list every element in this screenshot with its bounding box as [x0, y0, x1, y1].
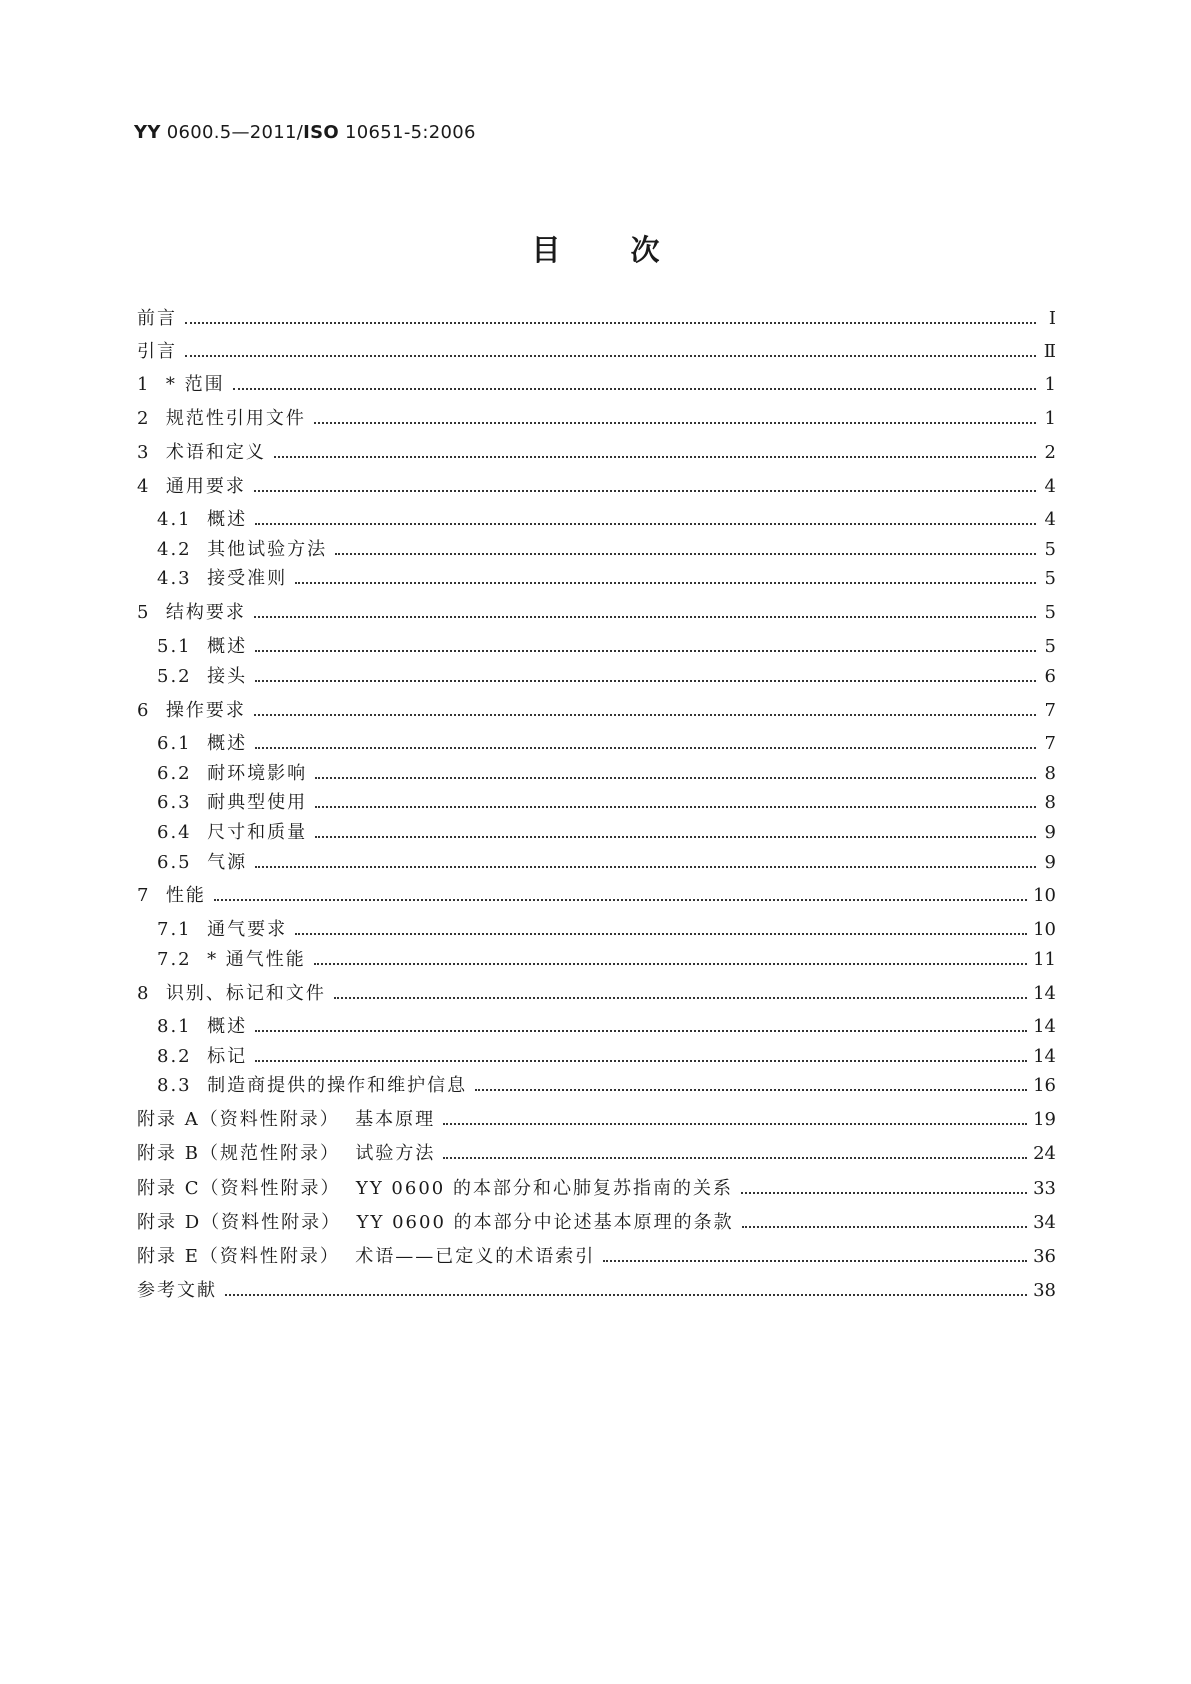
- toc-entry[interactable]: [137, 883, 1056, 909]
- toc-entry-page: 5: [1044, 539, 1056, 560]
- toc-leader-dots: [315, 836, 1036, 838]
- toc-entry-page: 4: [1044, 509, 1056, 530]
- toc-entry[interactable]: [137, 1141, 1056, 1167]
- toc-entry[interactable]: [137, 1107, 1056, 1133]
- toc-entry-label: 概述: [207, 733, 248, 754]
- toc-entry-page: 9: [1044, 852, 1056, 873]
- toc-entry[interactable]: [137, 474, 1056, 500]
- toc-entry-label: 耐环境影响: [207, 763, 308, 784]
- toc-entry-label: 附录 B（规范性附录） 试验方法: [137, 1143, 436, 1164]
- toc-entry-page: 5: [1044, 568, 1056, 589]
- toc-entry-label: 概述: [207, 636, 248, 657]
- toc-entry-number: 4: [137, 476, 166, 497]
- toc-entry-page: 4: [1044, 476, 1056, 497]
- toc-entry-label: 其他试验方法: [207, 539, 328, 560]
- toc-leader-dots: [443, 1123, 1027, 1125]
- toc-entry-page: Ⅱ: [1043, 341, 1056, 362]
- page-title-char-1: 目: [531, 233, 561, 267]
- header-code: 0600.5—2011/: [160, 122, 304, 143]
- toc-entry[interactable]: [137, 339, 1056, 365]
- toc-entry-page: 5: [1044, 636, 1056, 657]
- toc-entry-label: 概述: [207, 1016, 248, 1037]
- toc-entry-page: 14: [1033, 1016, 1056, 1037]
- toc-entry-number: 4.1: [157, 509, 208, 530]
- toc-entry[interactable]: [137, 406, 1056, 432]
- toc-entry[interactable]: [137, 440, 1056, 466]
- toc-entry[interactable]: [157, 761, 1056, 787]
- toc-entry-label: 术语和定义: [165, 442, 266, 463]
- toc-entry-label: 规范性引用文件: [165, 408, 306, 429]
- toc-entry-label: 耐典型使用: [207, 792, 308, 813]
- toc-entry[interactable]: [157, 1044, 1056, 1070]
- toc-entry-label: 接头: [207, 666, 248, 687]
- toc-entry-page: 38: [1033, 1280, 1056, 1301]
- toc-entry-page: 7: [1044, 733, 1056, 754]
- toc-leader-dots: [443, 1157, 1027, 1159]
- toc-leader-dots: [185, 355, 1036, 357]
- toc-entry-number: 5: [137, 602, 166, 623]
- header-prefix: YY: [134, 122, 161, 143]
- toc-entry-label: 附录 E（资料性附录） 术语——已定义的术语索引: [137, 1246, 596, 1267]
- toc-entry-number: 6: [137, 700, 166, 721]
- toc-leader-dots: [603, 1260, 1027, 1262]
- toc-leader-dots: [475, 1089, 1027, 1091]
- page-title: [0, 228, 1191, 269]
- toc-entry-page: 5: [1044, 602, 1056, 623]
- toc-entry-page: 8: [1044, 792, 1056, 813]
- toc-entry-label: 附录 D（资料性附录） YY 0600 的本部分中论述基本原理的条款: [137, 1212, 734, 1233]
- toc-entry-page: 19: [1033, 1109, 1056, 1130]
- toc-entry[interactable]: [157, 947, 1056, 973]
- toc-entry-page: 7: [1044, 700, 1056, 721]
- toc-leader-dots: [315, 777, 1036, 779]
- toc-leader-dots: [334, 997, 1027, 999]
- toc-leader-dots: [255, 650, 1036, 652]
- toc-entry[interactable]: [157, 537, 1056, 563]
- toc-entry-label: 操作要求: [165, 700, 246, 721]
- toc-entry-number: 8.3: [157, 1075, 208, 1096]
- toc-entry-page: 6: [1044, 666, 1056, 687]
- toc-entry-label: 参考文献: [137, 1280, 217, 1301]
- toc-leader-dots: [233, 388, 1036, 390]
- toc-entry-label: 制造商提供的操作和维护信息: [207, 1075, 468, 1096]
- toc-entry-label: 接受准则: [207, 568, 288, 589]
- toc-entry[interactable]: [157, 1014, 1056, 1040]
- toc-entry-page: Ⅰ: [1048, 308, 1056, 329]
- toc-leader-dots: [295, 582, 1036, 584]
- toc-entry[interactable]: [157, 1073, 1056, 1099]
- toc-entry-label: * 通气性能: [207, 949, 306, 970]
- toc-entry[interactable]: [157, 507, 1056, 533]
- toc-entry-page: 11: [1033, 949, 1056, 970]
- toc-leader-dots: [274, 456, 1036, 458]
- toc-entry-page: 14: [1033, 983, 1056, 1004]
- toc-leader-dots: [295, 933, 1027, 935]
- toc-entry-page: 14: [1033, 1046, 1056, 1067]
- toc-entry-number: 4.3: [157, 568, 208, 589]
- toc-leader-dots: [335, 553, 1036, 555]
- toc-entry-label: 识别、标记和文件: [165, 983, 326, 1004]
- toc-entry-number: 8: [137, 983, 166, 1004]
- toc-entry-label: 尺寸和质量: [207, 822, 308, 843]
- toc-entry-number: 6.3: [157, 792, 208, 813]
- toc-leader-dots: [225, 1294, 1027, 1296]
- toc-entry-label: 标记: [207, 1046, 248, 1067]
- toc-entry[interactable]: [157, 566, 1056, 592]
- toc-leader-dots: [255, 1060, 1027, 1062]
- toc-entry-page: 1: [1044, 408, 1056, 429]
- toc-entry-page: 34: [1033, 1212, 1056, 1233]
- toc-entry-number: 6.2: [157, 763, 208, 784]
- toc-entry-page: 36: [1033, 1246, 1056, 1267]
- toc-leader-dots: [255, 1030, 1027, 1032]
- toc-entry[interactable]: [137, 1176, 1056, 1202]
- toc-entry-number: 5.2: [157, 666, 208, 687]
- toc-entry-page: 24: [1033, 1143, 1056, 1164]
- toc-leader-dots: [255, 866, 1036, 868]
- toc-entry-page: 1: [1044, 374, 1056, 395]
- toc-entry-number: 8.1: [157, 1016, 208, 1037]
- toc-entry-page: 8: [1044, 763, 1056, 784]
- toc-leader-dots: [741, 1192, 1027, 1194]
- toc-entry-label: 前言: [137, 308, 177, 329]
- toc-entry-label: 附录 A（资料性附录） 基本原理: [137, 1109, 436, 1130]
- toc-leader-dots: [254, 490, 1036, 492]
- toc-entry[interactable]: [137, 1278, 1056, 1304]
- toc-entry[interactable]: [137, 372, 1056, 398]
- toc-entry-number: 7.2: [157, 949, 208, 970]
- toc-leader-dots: [185, 322, 1036, 324]
- toc-entry[interactable]: [157, 820, 1056, 846]
- toc-entry[interactable]: [137, 306, 1056, 332]
- toc-leader-dots: [254, 616, 1036, 618]
- page-title-char-2: 次: [630, 233, 660, 267]
- toc-leader-dots: [255, 523, 1036, 525]
- toc-entry-label: 引言: [137, 341, 177, 362]
- toc-entry-number: 4.2: [157, 539, 208, 560]
- toc-entry-label: 性能: [165, 885, 206, 906]
- toc-entry-label: 结构要求: [165, 602, 246, 623]
- toc-entry-page: 10: [1033, 919, 1056, 940]
- toc-entry[interactable]: [157, 850, 1056, 876]
- toc-entry-label: 通气要求: [207, 919, 288, 940]
- toc-entry[interactable]: [157, 790, 1056, 816]
- toc-entry-number: 1: [137, 374, 166, 395]
- toc-entry[interactable]: [137, 1244, 1056, 1270]
- toc-entry[interactable]: [137, 981, 1056, 1007]
- toc-leader-dots: [315, 806, 1036, 808]
- toc-entry[interactable]: [157, 664, 1056, 690]
- toc-entry-page: 10: [1033, 885, 1056, 906]
- toc-entry[interactable]: [157, 634, 1056, 660]
- toc-entry-label: * 范围: [165, 374, 225, 395]
- toc-entry-number: 7.1: [157, 919, 208, 940]
- toc-entry-label: 气源: [207, 852, 248, 873]
- toc-leader-dots: [314, 422, 1036, 424]
- toc-entry-page: 33: [1033, 1178, 1056, 1199]
- toc-entry-label: 通用要求: [165, 476, 246, 497]
- header-iso: ISO: [303, 122, 340, 143]
- toc-leader-dots: [314, 963, 1027, 965]
- toc-entry-number: 2: [137, 408, 166, 429]
- toc-leader-dots: [255, 747, 1036, 749]
- toc-entry-number: 5.1: [157, 636, 208, 657]
- toc-entry-page: 16: [1033, 1075, 1056, 1096]
- toc-leader-dots: [255, 680, 1036, 682]
- toc-entry-number: 7: [137, 885, 166, 906]
- toc-entry-number: 6.1: [157, 733, 208, 754]
- toc-entry[interactable]: [157, 731, 1056, 757]
- toc-leader-dots: [214, 899, 1027, 901]
- header-iso-code: 10651-5:2006: [339, 122, 476, 143]
- toc-entry-number: 8.2: [157, 1046, 208, 1067]
- toc-entry-page: 2: [1044, 442, 1056, 463]
- toc-entry[interactable]: [137, 600, 1056, 626]
- toc-leader-dots: [254, 714, 1036, 716]
- document-header: [134, 122, 476, 143]
- toc-entry-label: 附录 C（资料性附录） YY 0600 的本部分和心肺复苏指南的关系: [137, 1178, 733, 1199]
- toc-entry-number: 6.4: [157, 822, 208, 843]
- toc-entry-number: 6.5: [157, 852, 208, 873]
- toc-entry[interactable]: [137, 698, 1056, 724]
- toc-entry[interactable]: [137, 1210, 1056, 1236]
- toc-entry-page: 9: [1044, 822, 1056, 843]
- toc-entry[interactable]: [157, 917, 1056, 943]
- toc-leader-dots: [742, 1226, 1027, 1228]
- toc-entry-number: 3: [137, 442, 166, 463]
- toc-entry-label: 概述: [207, 509, 248, 530]
